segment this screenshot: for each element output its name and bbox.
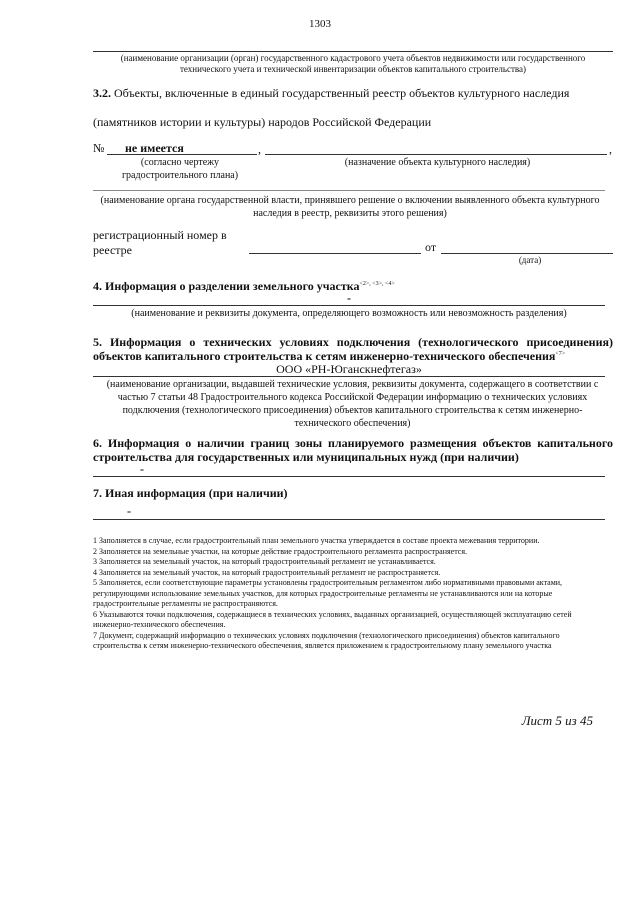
number-value: не имеется [125, 141, 184, 155]
footnote-2: 2 Заполняется на земельные участки, на которые действие градостроительного регламента распространяется. [93, 546, 468, 556]
sheet-number: Лист 5 из 45 [521, 713, 593, 728]
footnote-5: 5 Заполняется, если соответствующие параметры установлены градостроительным регламентом либо нормативными правовыми актами, регулирующими использование земельных участков, для которых градостроительные регламенты не устанавливаются или на которые градостроительные регламенты не распространяются. [93, 578, 563, 608]
footnotes [93, 536, 605, 652]
registration-from-label: от [425, 240, 437, 254]
plan-caption: (согласно чертежу градостроительного плана) [121, 157, 239, 181]
section-4-value: - [347, 291, 351, 305]
purpose-underline [265, 154, 607, 155]
section-6-value: - [140, 462, 144, 476]
footnote-3: 3 Заполняется на земельный участок, на который градостроительный регламент не устанавливается. [93, 557, 436, 566]
number-separator: , [258, 142, 261, 156]
registration-underline [249, 253, 421, 254]
section-5-sup: <7> [555, 351, 566, 357]
section-4-title-text: 4. Информация о разделении земельного участка [93, 279, 360, 293]
section-3-2-line1: Объекты, включенные в единый государственный реестр объектов культурного наследия [114, 86, 570, 100]
top-rule [93, 51, 613, 52]
org-caption: (наименование организации (орган) государственного кадастрового учета объектов недвижимости или государственного технического учета и технической инвентаризации объектов капитального строительства) [120, 53, 586, 74]
section-5-title-text: 5. Информация о технических условиях подключения (технологического присоединения) объектов капитального строительства к сетям инженерно-технического обеспечения [93, 335, 613, 363]
registration-label: регистрационный номер в реестре [93, 228, 227, 257]
section-4-rule [93, 305, 605, 306]
section-6-title: 6. Информация о наличии границ зоны планируемого размещения объектов капитального строительства для государственных или муниципальных нужд (при наличии) [93, 436, 613, 464]
purpose-end-comma: , [609, 142, 612, 156]
section-3-2-line2: (памятников истории и культуры) народов Российской Федерации [93, 115, 432, 129]
section-5-caption: (наименование организации, выдавшей технические условия, реквизиты документа, содержащего в соответствии с частью 7 статьи 48 Градостроительного кодекса Российской Федерации информацию о технических условиях подключения (технологического присоединения) объектов капитального строительства к сетям инженерно-технического обеспечения) [106, 379, 599, 429]
section-7-rule [93, 519, 605, 520]
section-4-caption: (наименование и реквизиты документа, определяющего возможность или невозможность разделения) [131, 308, 567, 319]
section-4-sup: <2>, <3>, <4> [359, 281, 395, 287]
footnote-7: 7 Документ, содержащий информацию о технических условиях подключения (технологического присоединения) объектов капитального строительства к сетям инженерно-технического обеспечения, является приложением к градостроительному плану земельного участка [93, 630, 560, 650]
footnote-6: 6 Указываются точки подключения, содержащиеся в технических условиях, выданных организацией, осуществляющей эксплуатацию сетей инженерно-технического обеспечения. [93, 609, 572, 629]
section-7-value: - [127, 504, 131, 518]
purpose-caption: (назначение объекта культурного наследия) [344, 157, 531, 168]
date-caption: (дата) [518, 255, 542, 265]
footnote-4: 4 Заполняется на земельный участок, на который градостроительный регламент не распространяется. [93, 567, 441, 577]
section-5-title [93, 335, 613, 363]
section-3-2-number: 3.2. [93, 86, 111, 100]
date-underline [441, 253, 613, 254]
section-7-title: 7. Иная информация (при наличии) [93, 486, 288, 500]
section-5-value: ООО «РН-Юганскнефтегаз» [276, 362, 422, 376]
number-label: № [93, 141, 105, 155]
footnote-1: 1 Заполняется в случае, если градостроительный план земельного участка утверждается в составе проекта межевания территории. [93, 536, 540, 545]
authority-caption: (наименование органа государственной власти, принявшего решение о включении выявленного объекта культурного наследия в реестр, реквизиты этого решения) [100, 195, 600, 219]
section-3-2-heading [93, 86, 613, 101]
authority-rule [93, 190, 605, 191]
section-6-rule [93, 476, 605, 477]
section-5-rule [93, 376, 605, 377]
page-number: 1303 [309, 18, 331, 30]
